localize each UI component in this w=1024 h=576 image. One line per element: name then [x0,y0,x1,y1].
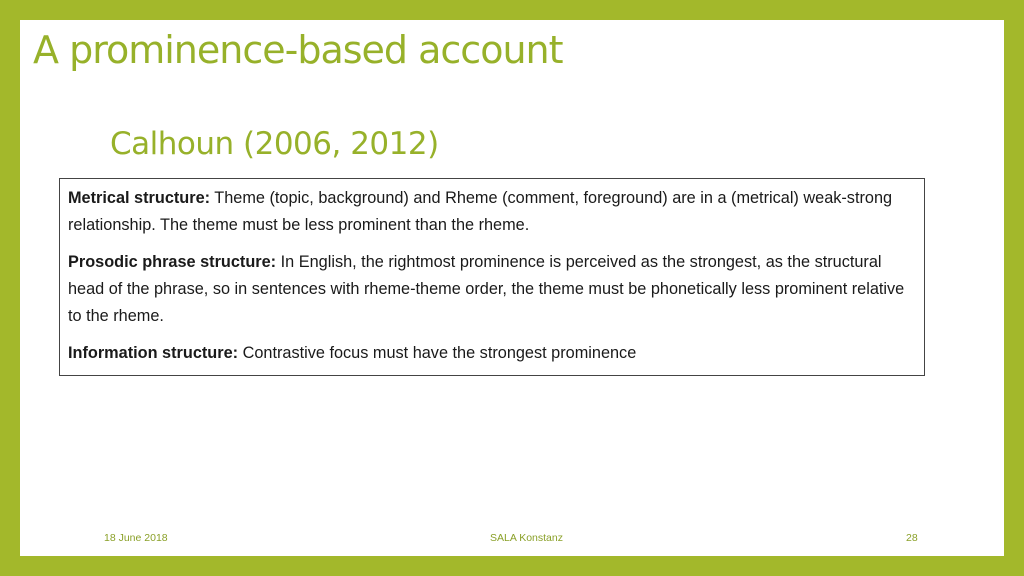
metrical-structure-text: Theme (topic, background) and Rheme (comment, foreground) are in a (metrical) weak-strong relationship. The theme must be less prominent than the rheme. [68,189,893,234]
information-structure-paragraph [68,340,916,367]
slide-number: 28 [906,532,918,544]
slide [20,20,1004,556]
prosodic-phrase-label: Prosodic phrase structure: [68,253,277,271]
information-structure-text: Contrastive focus must have the strongest prominence [238,344,637,362]
footer-event: SALA Konstanz [490,532,563,544]
information-structure-label: Information structure: [68,344,239,362]
metrical-structure-paragraph [68,185,916,239]
metrical-structure-label: Metrical structure: [68,189,211,207]
footer-date: 18 June 2018 [104,532,168,544]
prosodic-phrase-text: In English, the rightmost prominence is perceived as the strongest, as the structural head of the phrase, so in sentences with rheme-theme order, the theme must be phonetically less prominent relative to the rheme. [68,253,905,325]
slide-subtitle: Calhoun (2006, 2012) [110,126,439,162]
prosodic-phrase-paragraph [68,249,916,330]
constraints-box [59,178,925,376]
slide-title: A prominence-based account [33,28,563,72]
